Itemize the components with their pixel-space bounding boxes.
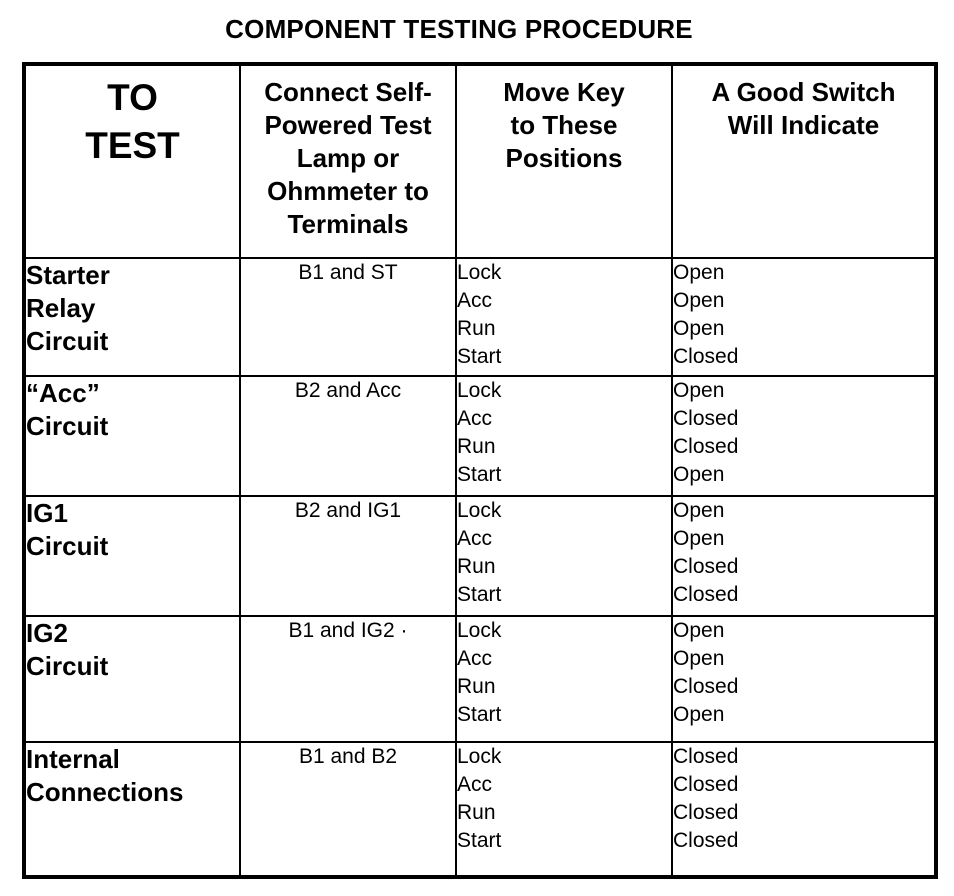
circuit-name-line: Connections	[26, 777, 184, 807]
position-item: Start	[457, 583, 502, 606]
result-item: Closed	[673, 773, 739, 796]
result-item: Closed	[673, 801, 739, 824]
position-item: Acc	[457, 407, 493, 430]
table-row-acc-circuit	[24, 376, 936, 496]
result-item: Closed	[673, 555, 739, 578]
circuit-name-line: “Acc”	[26, 378, 100, 408]
circuit-name-cell	[24, 496, 240, 616]
result-item: Closed	[673, 583, 739, 606]
terminals-cell: B1 and B2	[240, 742, 456, 877]
header-line: TO	[107, 77, 158, 118]
circuit-name-line: Relay	[26, 293, 96, 323]
result-item: Closed	[673, 345, 739, 368]
header-line: TEST	[85, 125, 180, 166]
result-item: Open	[673, 463, 725, 486]
header-line: Terminals	[287, 209, 409, 239]
position-item: Start	[457, 345, 502, 368]
header-line: Move Key	[503, 77, 625, 107]
positions-cell	[456, 376, 672, 496]
header-line: Connect Self-	[264, 77, 432, 107]
result-item: Open	[673, 527, 725, 550]
circuit-name-line: Circuit	[26, 326, 109, 356]
result-item: Closed	[673, 675, 739, 698]
result-item: Open	[673, 289, 725, 312]
header-line: Powered Test	[264, 110, 432, 140]
header-line: Ohmmeter to	[267, 176, 429, 206]
position-item: Run	[457, 801, 496, 824]
result-item: Open	[673, 647, 725, 670]
position-item: Acc	[457, 773, 493, 796]
results-cell	[672, 496, 936, 616]
circuit-name-line: IG1	[26, 498, 68, 528]
results-cell	[672, 616, 936, 742]
result-item: Closed	[673, 435, 739, 458]
result-item: Open	[673, 317, 725, 340]
result-item: Open	[673, 379, 725, 402]
header-move-key	[456, 64, 672, 258]
table-row-internal-connections	[24, 742, 936, 877]
table-row-ig2-circuit	[24, 616, 936, 742]
terminals-cell: B1 and IG2 ·	[240, 616, 456, 742]
circuit-name-cell	[24, 616, 240, 742]
circuit-name-cell	[24, 258, 240, 376]
header-row	[24, 64, 936, 258]
positions-cell	[456, 742, 672, 877]
positions-cell	[456, 258, 672, 376]
positions-cell	[456, 496, 672, 616]
circuit-name-line: Circuit	[26, 651, 109, 681]
header-to-test	[24, 64, 240, 258]
position-item: Acc	[457, 527, 493, 550]
circuit-name-line: Starter	[26, 260, 110, 290]
position-item: Acc	[457, 647, 493, 670]
circuit-name-line: IG2	[26, 618, 68, 648]
header-line: Positions	[505, 143, 623, 173]
circuit-name-line: Circuit	[26, 531, 109, 561]
circuit-name-cell	[24, 742, 240, 877]
position-item: Run	[457, 675, 496, 698]
position-item: Start	[457, 703, 502, 726]
page-title: COMPONENT TESTING PROCEDURE	[225, 14, 693, 44]
header-line: A Good Switch	[711, 77, 896, 107]
terminals-cell: B2 and IG1	[240, 496, 456, 616]
result-item: Open	[673, 703, 725, 726]
circuit-name-line: Circuit	[26, 411, 109, 441]
result-item: Closed	[673, 829, 739, 852]
header-connect-terminals	[240, 64, 456, 258]
position-item: Lock	[457, 619, 502, 642]
results-cell	[672, 742, 936, 877]
result-item: Closed	[673, 407, 739, 430]
position-item: Lock	[457, 261, 502, 284]
header-line: Lamp or	[296, 143, 400, 173]
result-item: Open	[673, 261, 725, 284]
positions-cell	[456, 616, 672, 742]
position-item: Start	[457, 463, 502, 486]
results-cell	[672, 258, 936, 376]
circuit-name-cell	[24, 376, 240, 496]
testing-procedure-table	[22, 62, 938, 879]
result-item: Open	[673, 499, 725, 522]
header-line: to These	[510, 110, 618, 140]
position-item: Lock	[457, 499, 502, 522]
circuit-name-line: Internal	[26, 744, 120, 774]
position-item: Start	[457, 829, 502, 852]
terminals-cell: B1 and ST	[240, 258, 456, 376]
position-item: Run	[457, 317, 496, 340]
header-good-switch	[672, 64, 936, 258]
position-item: Lock	[457, 379, 502, 402]
result-item: Open	[673, 619, 725, 642]
table-row-starter-relay	[24, 258, 936, 376]
result-item: Closed	[673, 745, 739, 768]
position-item: Lock	[457, 745, 502, 768]
header-line: Will Indicate	[727, 110, 880, 140]
table-row-ig1-circuit	[24, 496, 936, 616]
position-item: Acc	[457, 289, 493, 312]
results-cell	[672, 376, 936, 496]
position-item: Run	[457, 435, 496, 458]
terminals-cell: B2 and Acc	[240, 376, 456, 496]
position-item: Run	[457, 555, 496, 578]
